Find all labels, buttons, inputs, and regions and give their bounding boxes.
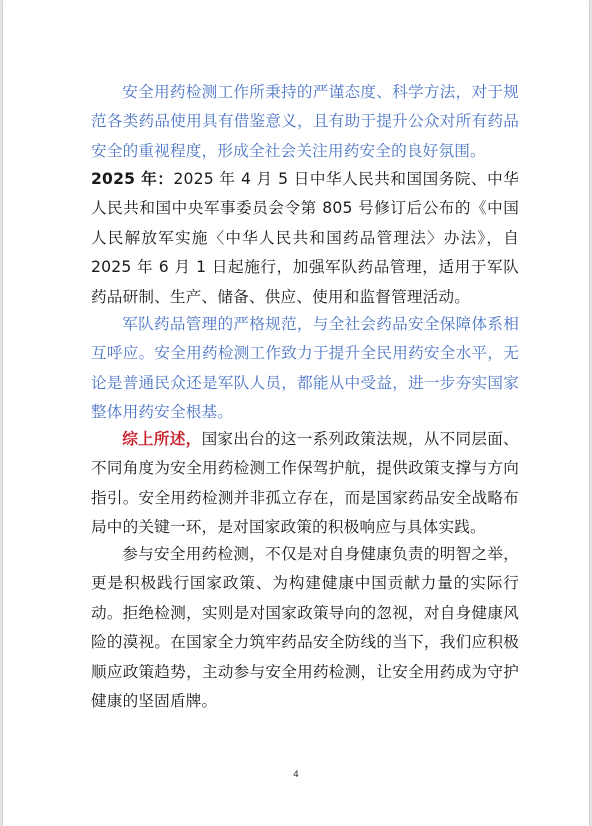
paragraph-text: 2025 年 4 月 5 日中华人民共和国国务院、中华人民共和国中央军事委员会令第 805 号修订后公布的《中国人民解放军实施〈中华人民共和国药品管理法〉办法》，自 2025 年 6 月 1 日起施行，加强军队药品管理，适用于军队药品研制、生产、储备、供应、使用和监督管理活动。 <box>91 170 520 306</box>
paragraph-text: 军队药品管理的严格规范，与全社会药品安全保障体系相互呼应。安全用药检测工作致力于提升全民用药安全水平，无论是普通民众还是军队人员，都能从中受益，进一步夯实国家整体用药安全根基。 <box>91 315 519 422</box>
paragraph-lead-summary: 综上所述， <box>122 430 202 448</box>
paragraph-summary <box>91 425 519 543</box>
paragraph-2025-regulation <box>91 165 519 312</box>
paragraph-military-drug-management <box>91 310 519 428</box>
paragraph-text: 参与安全用药检测，不仅是对自身健康负责的明智之举，更是积极践行国家政策、为构建健康中国贡献力量的实际行动。拒绝检测，实则是对国家政策导向的忽视，对自身健康风险的漠视。在国家全力筑牢药品安全防线的当下，我们应积极顺应政策趋势，主动参与安全用药检测，让安全用药成为守护健康的坚固盾牌。 <box>91 545 519 711</box>
document-page <box>3 0 589 826</box>
paragraph-call-to-action <box>91 540 519 716</box>
paragraph-lead-year: 2025 年： <box>91 170 174 188</box>
page-number: 4 <box>293 770 299 780</box>
paragraph-text: 国家出台的这一系列政策法规，从不同层面、不同角度为安全用药检测工作保驾护航，提供政策支撑与方向指引。安全用药检测并非孤立存在，而是国家药品安全战略布局中的关键一环，是对国家政策的积极响应与具体实践。 <box>91 430 519 537</box>
paragraph-drug-testing-significance <box>91 78 519 166</box>
paragraph-text: 安全用药检测工作所秉持的严谨态度、科学方法，对于规范各类药品使用具有借鉴意义，且有助于提升公众对所有药品安全的重视程度，形成全社会关注用药安全的良好氛围。 <box>91 83 519 160</box>
